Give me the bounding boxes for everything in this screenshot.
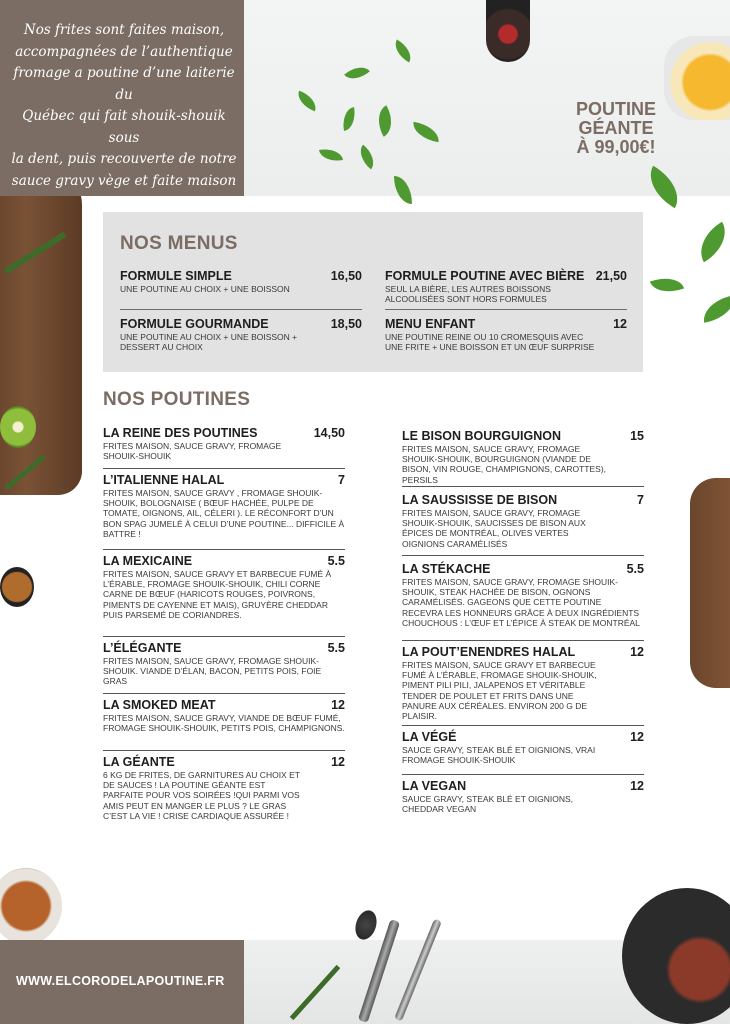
poutine-desc: SAUCE GRAVY, STEAK BLÉ ET OIGNIONS, CHEDDAR VEGAN bbox=[402, 794, 573, 815]
formule-price: 12 bbox=[613, 317, 627, 331]
menus-box bbox=[103, 212, 643, 372]
formule-price: 21,50 bbox=[595, 269, 627, 283]
poutine-item bbox=[103, 426, 345, 469]
poutine-price: 15 bbox=[630, 429, 644, 443]
intro-line: Nos frites sont faites maison, bbox=[23, 22, 225, 38]
formule-desc: UNE POUTINE AU CHOIX + UNE BOISSON bbox=[120, 284, 290, 294]
poutine-name: LA MEXICAINE bbox=[103, 554, 193, 568]
poutine-price: 7 bbox=[338, 473, 345, 487]
formule-name: FORMULE GOURMANDE bbox=[120, 317, 269, 331]
poutine-price: 5.5 bbox=[327, 554, 345, 568]
poutine-item bbox=[402, 429, 644, 487]
formule-divider bbox=[385, 309, 627, 310]
poutines-title: NOS POUTINES bbox=[103, 389, 251, 410]
formule-price: 18,50 bbox=[330, 317, 362, 331]
poutine-name: L’ÉLÉGANTE bbox=[103, 641, 182, 655]
formule-item bbox=[385, 269, 627, 304]
poutine-price: 12 bbox=[630, 645, 644, 659]
intro-line: Québec qui fait shouik-shouik sous bbox=[22, 108, 226, 146]
formule-item bbox=[120, 317, 362, 352]
poutine-desc: FRITES MAISON, SAUCE GRAVY ET BARBECUE FUMÉ À L’ÉRABLE, FROMAGE SHOUIK-SHOUIK, CHILI CORNE CARNE DE BŒUF (HARICOTS ROUGES, POIVRONS, PIMENTS DE CAYENNE ET MAIS), GRUYÈRE CHEDDAR PUIS PARSEMÉ DE CORIANDRES. bbox=[103, 569, 332, 620]
poutine-name: LA SAUSSISSE DE BISON bbox=[402, 493, 558, 507]
drink-glass-icon bbox=[486, 0, 530, 62]
formule-name: FORMULE SIMPLE bbox=[120, 269, 232, 283]
poutine-price: 12 bbox=[630, 730, 644, 744]
intro-box bbox=[0, 0, 244, 196]
poutine-desc: FRITES MAISON, SAUCE GRAVY, FROMAGE SHOUIK-SHOUIK. VIANDE D’ÉLAN, BACON, PETITS POIS, FOIE GRAS bbox=[103, 656, 322, 687]
poutine-desc: FRITES MAISON, SAUCE GRAVY, FROMAGE SHOUIK-SHOUIK, BOURGUIGNON (VIANDE DE BISON, VIN ROUGE, CHAMPIGNONS, CAROTTES), PERSILS bbox=[402, 444, 607, 485]
intro-text bbox=[10, 20, 238, 192]
poutine-desc: FRITES MAISON, SAUCE GRAVY, FROMAGE SHOUIK-SHOUIK, STEAK HACHÉE DE BISON, OGNONS CARAMÉLISÉS. GAGEONS QUE CETTE POUTINE RECEVRA LES HONNEURS GRÂCE À DEUX INGRÉDIENTS CHOUCHOUS : L’ŒUF ET L’ÉPICE À STEAK DE MONTRÉAL bbox=[402, 577, 640, 628]
basil-leaf-icon bbox=[650, 271, 684, 298]
poutine-desc: SAUCE GRAVY, STEAK BLÉ ET OIGNIONS, VRAI FROMAGE SHOUIK-SHOUIK bbox=[402, 745, 596, 766]
poutine-item bbox=[402, 562, 644, 641]
formule-desc: UNE POUTINE AU CHOIX + UNE BOISSON + DESSERT AU CHOIX bbox=[120, 332, 298, 352]
poutine-item bbox=[103, 641, 345, 694]
intro-line: sauce gravy vège et faite maison bbox=[11, 172, 237, 189]
basil-leaf-icon bbox=[691, 222, 730, 263]
promo-poutine-geante bbox=[558, 100, 674, 157]
poutine-price: 12 bbox=[331, 755, 345, 769]
poutine-price: 5.5 bbox=[626, 562, 644, 576]
intro-line: la dent, puis recouverte de notre bbox=[11, 151, 237, 167]
poutine-price: 7 bbox=[637, 493, 644, 507]
poutine-desc: FRITES MAISON, SAUCE GRAVY, FROMAGE SHOUIK-SHOUIK bbox=[103, 441, 282, 462]
intro-line: accompagnées de l’authentique bbox=[15, 43, 233, 60]
poutine-price: 12 bbox=[630, 779, 644, 793]
poutine-name: LE BISON BOURGUIGNON bbox=[402, 429, 562, 443]
formule-price: 16,50 bbox=[330, 269, 362, 283]
promo-line: À 99,00€! bbox=[576, 137, 656, 157]
poutines-right-column bbox=[402, 429, 644, 818]
poutine-item bbox=[103, 554, 345, 637]
poutine-item bbox=[402, 645, 644, 726]
poutine-name: L’ITALIENNE HALAL bbox=[103, 473, 225, 487]
poutine-name: LA SMOKED MEAT bbox=[103, 698, 216, 712]
poutine-name: LA STÉKACHE bbox=[402, 562, 491, 576]
poutine-price: 14,50 bbox=[313, 426, 345, 440]
poutine-name: LA REINE DES POUTINES bbox=[103, 426, 258, 440]
poutine-item bbox=[402, 779, 644, 818]
poutine-desc: FRITES MAISON, SAUCE GRAVY ET BARBECUE FUMÉ À L’ÉRABLE, FROMAGE SHOUIK-SHOUIK, PIMENT PILI PILI, JALAPENOS ET VÉRITABLE TENDER DE POULET ET FRITS DANS UNE PANURE AUX CÉRÉALES. ENVIRON 200 G DE PLAISIR. bbox=[402, 660, 597, 722]
formule-item bbox=[120, 269, 362, 310]
formule-name: FORMULE POUTINE AVEC BIÈRE bbox=[385, 269, 585, 283]
poutine-price: 5.5 bbox=[327, 641, 345, 655]
formule-item bbox=[385, 317, 627, 352]
promo-line: POUTINE bbox=[575, 99, 656, 119]
poutine-desc: FRITES MAISON, SAUCE GRAVY, FROMAGE SHOUIK-SHOUIK, SAUCISSES DE BISON AUX ÉPICES DE MONTRÉAL, OLIVES VERTES OIGNIONS CARAMÉLISÉS bbox=[402, 508, 586, 549]
poutine-desc: FRITES MAISON, SAUCE GRAVY, VIANDE DE BŒUF FUMÉ, FROMAGE SHOUIK-SHOUIK, PETITS POIS, CHAMPIGNONS. bbox=[103, 713, 345, 734]
poutine-desc: FRITES MAISON, SAUCE GRAVY , FROMAGE SHOUIK-SHOUIK, BOLOGNAISE ( BŒUF HACHÉE, PULPE DE TOMATE, OIGNONS, AIL, CÉLERI ). LE RÉCONFORT D’UN BON SPAG JUMELÉ À CELUI D’UNE POUTINE... DIFFICILE À BATTRE ! bbox=[103, 488, 345, 539]
poutine-item bbox=[103, 698, 345, 751]
formule-desc: UNE POUTINE REINE OU 10 CROMESQUIS AVEC UNE FRITE + UNE BOISSON ET UN ŒUF SURPRISE bbox=[385, 332, 595, 352]
basil-leaf-icon bbox=[700, 295, 730, 323]
cutting-board-icon bbox=[690, 478, 730, 688]
poutine-item bbox=[402, 493, 644, 556]
kiwi-icon bbox=[0, 406, 36, 448]
intro-line: fromage a poutine d’une laiterie du bbox=[13, 65, 235, 103]
poutine-desc: 6 KG DE FRITES, DE GARNITURES AU CHOIX ET DE SAUCES ! LA POUTINE GÉANTE EST PARFAITE POUR VOS SOIRÉES !QUI PARMI VOS AMIS PEUT EN MANGER LE PLUS ? LE GRAS C’EST LA VIE ! CRISE CARDIAQUE ASSURÉE ! bbox=[103, 770, 300, 821]
poutine-name: LA GÉANTE bbox=[103, 755, 175, 769]
poutine-price: 12 bbox=[331, 698, 345, 712]
poutine-name: LA POUT’ENENDRES HALAL bbox=[402, 645, 576, 659]
poutine-item bbox=[103, 473, 345, 550]
poutine-item bbox=[402, 730, 644, 775]
poutine-item bbox=[103, 755, 345, 825]
formule-name: MENU ENFANT bbox=[385, 317, 476, 331]
poutine-name: LA VEGAN bbox=[402, 779, 467, 793]
menus-title: NOS MENUS bbox=[120, 233, 238, 254]
poutine-name: LA VÉGÉ bbox=[402, 730, 457, 744]
website-link[interactable]: WWW.ELCORODELAPOUTINE.FR bbox=[16, 974, 225, 988]
spoon-icon bbox=[352, 908, 380, 943]
spice-bowl-icon bbox=[0, 868, 62, 944]
spice-bowl-icon bbox=[0, 567, 34, 607]
formule-desc: SEUL LA BIÈRE, LES AUTRES BOISSONS ALCOOLISÉES SONT HORS FORMULES bbox=[385, 284, 551, 304]
poutines-left-column bbox=[103, 426, 345, 825]
footer-box bbox=[0, 940, 244, 1024]
promo-line: GÉANTE bbox=[578, 118, 654, 138]
